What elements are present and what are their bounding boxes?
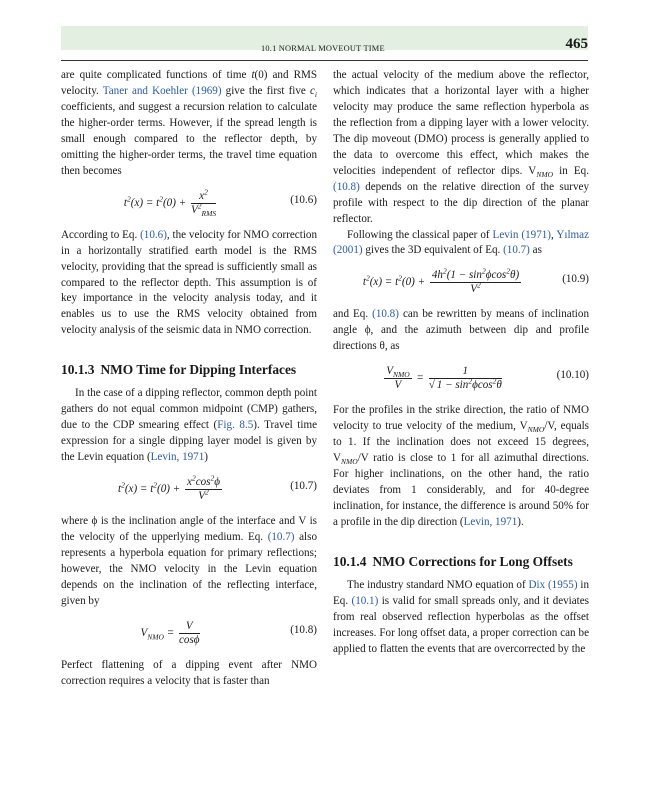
citation-link[interactable]: Dix (1955)	[528, 578, 578, 591]
equation-link[interactable]: (10.6)	[140, 228, 167, 241]
figure-link[interactable]: Fig. 8.5	[217, 419, 254, 432]
equation-10-7: $t^2(x) = t^2(0)$ + $\frac{x^2\cos^2\phi}{V^2}$ (10.7)	[117, 473, 317, 503]
equation-link[interactable]: (10.7)	[267, 531, 295, 544]
equation-10-10: $\frac{V_{NMO}}{V}$ = $\frac{1}{√ 1 - \sin^2\phi\cos^2\theta}$ (10.10)	[386, 365, 589, 392]
page-number: 465	[565, 36, 588, 52]
running-header	[61, 38, 588, 61]
paragraph: For the profiles in the strike direction, the ratio of NMO velocity to true velocity of the medium, $V_{NMO}/V$, equals to 1. If the inclination does not exceed 15 degrees, $V_{NMO}/V$ ratio is close to 1 for all azimuthal directions. For higher inclinations, on the other hand, the ratio deviates from 1 considerably, and for 40-degree inclination, for instance, the difference is around 50% for a profile in the dip direction (Levin, 1971).	[333, 404, 589, 528]
citation-link[interactable]: Levin (1971)	[492, 228, 551, 241]
citation-link[interactable]: Levin, 1971	[150, 451, 205, 464]
left-column	[61, 68, 317, 690]
paragraph: Following the classical paper of Levin (1971), Yılmaz (2001) gives the 3D equivalent of Eq. (10.7) as	[333, 228, 589, 257]
equation-link[interactable]: (10.8)	[372, 308, 399, 321]
right-column	[333, 68, 589, 658]
equation-number: (10.7)	[290, 480, 317, 493]
running-title: 10.1 NORMAL MOVEOUT TIME	[261, 44, 385, 53]
equation-link[interactable]: (10.8)	[333, 180, 360, 193]
equation-link[interactable]: (10.1)	[351, 594, 379, 607]
citation-link[interactable]: Taner and Koehler (1969)	[102, 84, 222, 97]
paragraph: According to Eq. (10.6), the velocity for NMO correction in a horizontally stratified earth model is the RMS velocity, providing that the spread is sufficiently small as compared to the reflector depth. This assumption is of key importance in the velocity analysis today, and it enables us to use the RMS velocity obtained from velocity analysis of the seismic data in NMO correction.	[61, 228, 317, 337]
paragraph: are quite complicated functions of time t(0) and RMS velocity. Taner and Koehler (1969) give the first five $c_i$ coefficients, and suggest a recursion relation to calculate the higher-order terms. However, if the spread length is small enough compared to the reflector depth, by omitting the higher-order terms, the travel time equation then becomes	[61, 69, 317, 177]
equation-number: (10.8)	[290, 623, 317, 636]
section-heading: 10.1.4 NMO Corrections for Long Offsets	[333, 553, 573, 569]
paragraph: where ϕ is the inclination angle of the interface and V is the velocity of the upperlying medium. Eq. (10.7) also represents a hyperbola equation for primary reflections; however, the NMO velocity in the Levin equation depends on the inclination of the reflecting interface, given by	[61, 515, 317, 607]
equation-number: (10.9)	[562, 273, 589, 286]
citation-link[interactable]: Levin, 1971	[463, 515, 518, 528]
paragraph: the actual velocity of the medium above the reflector, which indicates that a horizontal layer with a higher velocity may produce the same reflection hyperbola as the reflection from a dipping layer with a lower velocity. The dip moveout (DMO) process is generally applied to the data to overcome this effect, which makes the velocities independent of reflector dips. $V_{NMO}$ in Eq. (10.8) depends on the relative direction of the survey profile with respect to the dip direction of the planar reflector.	[333, 69, 589, 225]
equation-number: (10.6)	[290, 193, 317, 206]
section-heading: 10.1.3 NMO Time for Dipping Interfaces	[61, 362, 297, 378]
equation-10-6: $t^2(x) = t^2(0)$ + $\frac{x^2}{V^2_{RMS}}$ (10.6)	[123, 186, 317, 218]
citation-link[interactable]: Yılmaz (2001)	[333, 228, 589, 257]
equation-10-9: $t^2(x) = t^2(0)$ + $\frac{4h^2(1 - \sin^2\phi\cos^2\theta)}{V^2}$ (10.9)	[362, 266, 589, 296]
paragraph: Perfect flattening of a dipping event after NMO correction requires a velocity that is faster than	[61, 658, 317, 687]
paragraph: The industry standard NMO equation of Dix (1955) in Eq. (10.1) is valid for small spreads only, and it deviates from real observed reflection hyperbolas as the offset increases. For long offset data, a proper correction can be applied to flatten the events that are overcorrected by the	[333, 578, 589, 655]
paragraph: and Eq. (10.8) can be rewritten by means of inclination angle ϕ, and the azimuth between dip and profile directions θ, as	[333, 308, 589, 353]
paragraph: In the case of a dipping reflector, common depth point gathers do not equal common midpoint (CMP) gathers, due to the CDP smearing effect (Fig. 8.5). Travel time expression for a single dipping layer model is given by the Levin equation (Levin, 1971)	[61, 387, 318, 464]
equation-link[interactable]: (10.7)	[503, 244, 530, 257]
equation-number: (10.10)	[556, 369, 589, 382]
equation-10-8: $V_{NMO}$ = $\frac{V}{\cos\phi}$ (10.8)	[140, 619, 317, 646]
